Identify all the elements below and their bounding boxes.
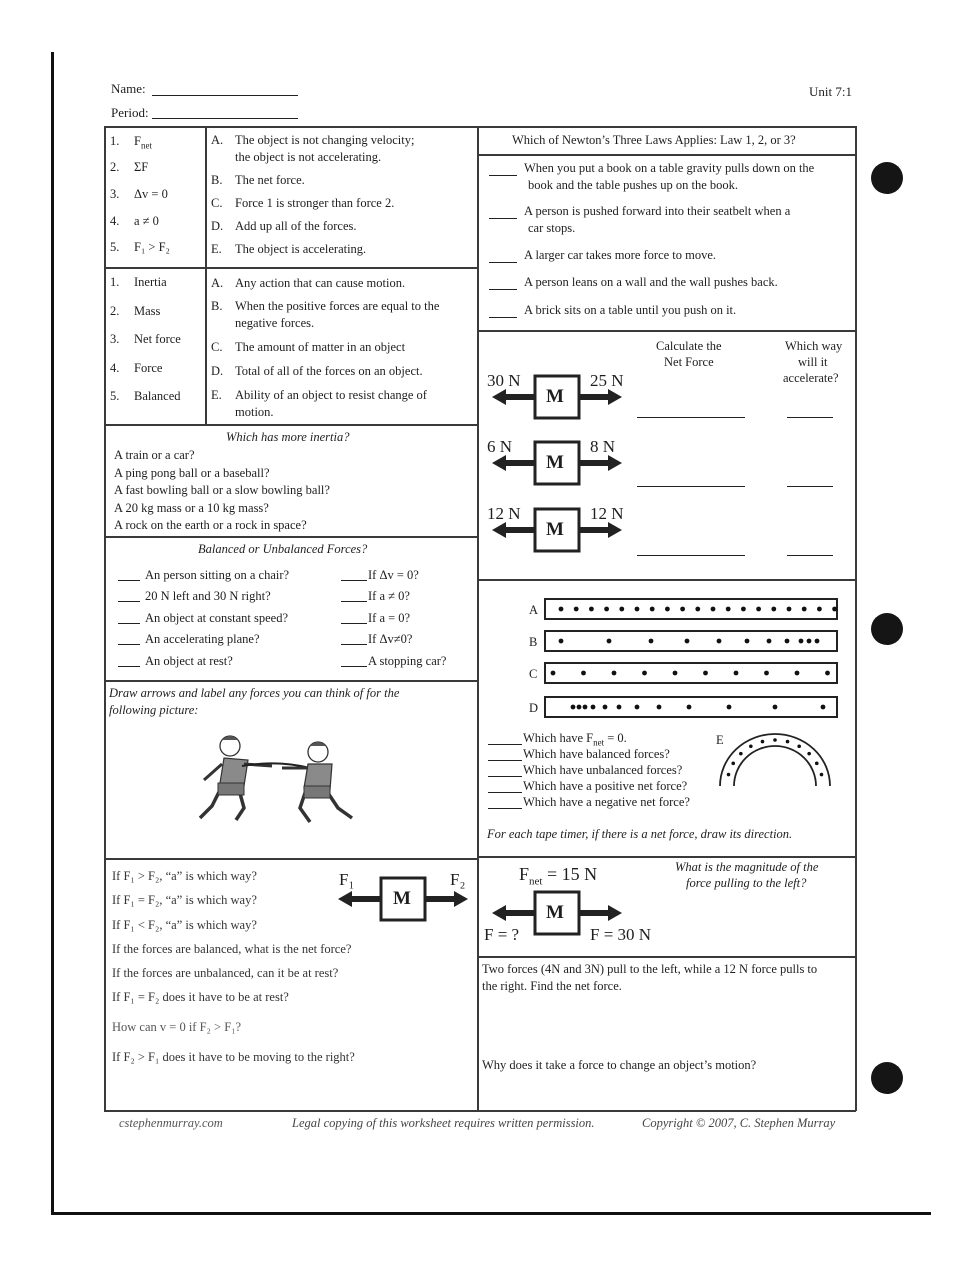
term2-2: Mass: [134, 304, 161, 318]
tape-dot: [745, 639, 750, 644]
row2-right-force: 8 N: [590, 437, 616, 456]
newton-item-1-line2: book and the table pushes up on the book.: [528, 178, 739, 192]
tape-dot: [680, 607, 685, 612]
def2-c-letter: C.: [211, 340, 223, 354]
tape-dot: [574, 607, 579, 612]
tape-dot: [773, 705, 778, 710]
tape-q1-tail: = 0.: [604, 731, 627, 745]
tape-dot: [727, 705, 732, 710]
draw-instruction-line2: following picture:: [109, 703, 199, 717]
f1f2-q5: If the forces are unbalanced, can it be at rest?: [112, 966, 339, 980]
tape-label-a: A: [529, 603, 539, 617]
row3-left-force: 12 N: [487, 504, 521, 523]
newton-blank-4[interactable]: [489, 289, 517, 290]
tape-dot: [642, 671, 647, 676]
tape-dot: [577, 705, 582, 710]
tape-dot: [581, 671, 586, 676]
name-label: Name:: [111, 81, 146, 96]
tape-dot: [617, 705, 622, 710]
row3-mass-label: M: [546, 519, 564, 540]
term-1-sub: net: [140, 140, 152, 151]
inertia-title: Which has more inertia?: [226, 430, 350, 444]
newton-blank-5[interactable]: [489, 317, 517, 318]
term-1: [134, 134, 152, 151]
row2-direction-answer[interactable]: [787, 486, 833, 487]
tape-dot: [650, 607, 655, 612]
f1f2-q1: If F₁ > F₂, “a” is which way?: [112, 869, 257, 883]
def2-d-line1: Total of all of the forces on an object.: [235, 364, 423, 378]
f1f2-q6: If F₁ = F₂ does it have to be at rest?: [112, 990, 289, 1004]
newton-title: Which of Newton’s Three Laws Applies: Law 1, 2, or 3?: [512, 133, 796, 147]
def2-b-line2: negative forces.: [235, 316, 315, 330]
term2-1-num: 1.: [110, 275, 120, 289]
tape-label-b: B: [529, 635, 538, 649]
inertia-item-4: A 20 kg mass or a 10 kg mass?: [114, 501, 269, 515]
term2-1: Inertia: [134, 275, 167, 289]
row2-net-force-answer[interactable]: [637, 486, 745, 487]
arc-dot: [739, 752, 743, 756]
row1-net-force-answer[interactable]: [637, 417, 745, 418]
balanced-blank-l5[interactable]: [118, 666, 140, 667]
def2-d-letter: D.: [211, 364, 224, 378]
tape-dot: [603, 705, 608, 710]
def-d-line1: Add up all of the forces.: [235, 219, 357, 233]
tape-dot: [832, 607, 837, 612]
balanced-blank-r5[interactable]: [341, 666, 367, 667]
tape-q1-text: Which have F: [523, 731, 594, 745]
row1-direction-answer[interactable]: [787, 417, 833, 418]
balanced-left-4: An accelerating plane?: [145, 632, 260, 646]
def-a-line1: The object is not changing velocity;: [235, 133, 415, 147]
balanced-left-5: An object at rest?: [145, 654, 233, 668]
tape-dot: [591, 705, 596, 710]
tape-dot: [799, 639, 804, 644]
tape-q5: Which have a negative net force?: [523, 795, 690, 809]
term-4-num: 4.: [110, 214, 120, 228]
tape-dot: [583, 705, 588, 710]
tape-dot: [649, 639, 654, 644]
f1f2-q3: If F₁ < F₂, “a” is which way?: [112, 918, 257, 932]
tape-dot: [785, 639, 790, 644]
row3-direction-answer[interactable]: [787, 555, 833, 556]
row2-left-force: 6 N: [487, 437, 513, 456]
term2-5: Balanced: [134, 389, 181, 403]
magnitude-f-left: F = ?: [484, 925, 520, 944]
tape-dot: [604, 607, 609, 612]
fnet-label: [519, 864, 597, 888]
balanced-blank-l1[interactable]: [118, 580, 140, 581]
arc-dot: [731, 762, 735, 766]
tape-label-d: D: [529, 701, 539, 715]
arc-dot: [773, 738, 777, 742]
tape-dot: [665, 607, 670, 612]
calc-header-line2: Net Force: [664, 355, 714, 369]
newton-item-2-line2: car stops.: [528, 221, 576, 235]
row3-right-force: 12 N: [590, 504, 624, 523]
newton-blank-3[interactable]: [489, 262, 517, 263]
term2-4-num: 4.: [110, 361, 120, 375]
f1f2-mass-label: M: [393, 888, 411, 909]
row3-net-force-answer[interactable]: [637, 555, 745, 556]
tape-dot: [802, 607, 807, 612]
newton-item-4-line1: A person leans on a wall and the wall pushes back.: [524, 275, 778, 289]
tape-strip-d: [545, 697, 837, 717]
tape-strip-a: [545, 599, 837, 619]
term2-4: Force: [134, 361, 163, 375]
balanced-right-4: If Δv≠0?: [368, 632, 413, 646]
def-e-line1: The object is accelerating.: [235, 242, 367, 256]
tape-dot: [741, 607, 746, 612]
tape-dot: [767, 639, 772, 644]
tape-timer-arc-e: [712, 724, 838, 790]
tape-dot: [607, 639, 612, 644]
newton-blank-2[interactable]: [489, 218, 517, 219]
accel-header-line2: will it: [798, 355, 828, 369]
row1-left-force: 30 N: [487, 371, 521, 390]
footer-copyright: Copyright © 2007, C. Stephen Murray: [642, 1116, 836, 1130]
term2-3: Net force: [134, 332, 181, 346]
tape-dot: [559, 607, 564, 612]
magnitude-question-line2: force pulling to the left?: [686, 876, 807, 890]
tape-dot: [815, 639, 820, 644]
term-1-text: F: [134, 134, 141, 148]
balanced-blank-r1[interactable]: [341, 580, 367, 581]
tape-dot: [825, 671, 830, 676]
arc-dot: [820, 773, 824, 777]
unit-label: Unit 7:1: [809, 84, 852, 99]
tape-q3: Which have unbalanced forces?: [523, 763, 683, 777]
footer-legal: Legal copying of this worksheet requires written permission.: [292, 1116, 595, 1130]
term-5: F₁ > F₂: [134, 240, 170, 254]
balanced-blank-l3[interactable]: [118, 623, 140, 624]
tape-dot: [756, 607, 761, 612]
tape-dot: [711, 607, 716, 612]
tape-dot: [687, 705, 692, 710]
def2-c-line1: The amount of matter in an object: [235, 340, 406, 354]
tape-dot: [734, 671, 739, 676]
tug-of-war-illustration[interactable]: [192, 728, 362, 828]
accel-header-line3: accelerate?: [783, 371, 839, 385]
balanced-title: Balanced or Unbalanced Forces?: [198, 542, 368, 556]
balanced-left-2: 20 N left and 30 N right?: [145, 589, 271, 603]
magnitude-f-right: F = 30 N: [590, 925, 652, 944]
def2-b-line1: When the positive forces are equal to the: [235, 299, 440, 313]
balanced-right-2: If a ≠ 0?: [368, 589, 410, 603]
def-b-letter: B.: [211, 173, 223, 187]
newton-item-3-line1: A larger car takes more force to move.: [524, 248, 717, 262]
def-c-line1: Force 1 is stronger than force 2.: [235, 196, 395, 210]
def2-a-line1: Any action that can cause motion.: [235, 276, 406, 290]
inertia-item-5: A rock on the earth or a rock in space?: [114, 518, 307, 532]
inertia-item-2: A ping pong ball or a baseball?: [114, 466, 270, 480]
calc-header-line1: Calculate the: [656, 339, 722, 353]
tape-dot: [657, 705, 662, 710]
balanced-blank-r2[interactable]: [341, 601, 367, 602]
arc-dot: [727, 773, 731, 777]
tape-dot: [685, 639, 690, 644]
tape-strip-b: [545, 631, 837, 651]
term2-5-num: 5.: [110, 389, 120, 403]
inertia-item-3: A fast bowling ball or a slow bowling ball?: [114, 483, 330, 497]
def2-a-letter: A.: [211, 276, 224, 290]
row1-mass-label: M: [546, 386, 564, 407]
arc-dot: [797, 744, 801, 748]
tape-dot: [571, 705, 576, 710]
arc-dot: [786, 740, 790, 744]
tape-blank-1[interactable]: [488, 744, 522, 745]
tape-dot: [673, 671, 678, 676]
arc-dot: [815, 762, 819, 766]
balanced-right-3: If a = 0?: [368, 611, 411, 625]
tape-timer-strips: [543, 597, 843, 721]
draw-instruction-line1: Draw arrows and label any forces you can think of for the: [109, 686, 400, 700]
tape-dot: [821, 705, 826, 710]
tape-dot: [551, 671, 556, 676]
fnet-text: F: [519, 864, 530, 884]
f1f2-q8: If F₂ > F₁ does it have to be moving to the right?: [112, 1050, 355, 1064]
newton-item-1-line1: When you put a book on a table gravity pulls down on the: [524, 161, 815, 175]
def-c-letter: C.: [211, 196, 223, 210]
tape-strip-c: [545, 663, 837, 683]
f2-label: F₂: [450, 870, 466, 889]
balanced-blank-l2[interactable]: [118, 601, 140, 602]
balanced-blank-r3[interactable]: [341, 623, 367, 624]
tape-blank-3[interactable]: [488, 776, 522, 777]
def-e-letter: E.: [211, 242, 222, 256]
tape-dot: [807, 639, 812, 644]
term-4: a ≠ 0: [134, 214, 159, 228]
tape-label-e: E: [716, 733, 724, 747]
row2-mass-label: M: [546, 452, 564, 473]
def-a-line2: the object is not accelerating.: [235, 150, 382, 164]
tape-dot: [764, 671, 769, 676]
tape-q4: Which have a positive net force?: [523, 779, 688, 793]
balanced-right-5: A stopping car?: [368, 654, 447, 668]
tape-blank-5[interactable]: [488, 808, 522, 809]
tape-dot: [589, 607, 594, 612]
footer-site: cstephenmurray.com: [119, 1116, 223, 1130]
magnitude-question-line1: What is the magnitude of the: [675, 860, 819, 874]
balanced-left-3: An object at constant speed?: [145, 611, 289, 625]
tape-blank-2[interactable]: [488, 760, 522, 761]
def2-b-letter: B.: [211, 299, 223, 313]
arc-dot: [749, 744, 753, 748]
tape-q1: [523, 731, 627, 748]
newton-item-2-line1: A person is pushed forward into their seatbelt when a: [524, 204, 791, 218]
term2-2-num: 2.: [110, 304, 120, 318]
f1f2-q4: If the forces are balanced, what is the net force?: [112, 942, 352, 956]
tape-label-c: C: [529, 667, 538, 681]
term-5-num: 5.: [110, 240, 120, 254]
tape-dot: [635, 607, 640, 612]
def-b-line1: The net force.: [235, 173, 305, 187]
magnitude-mass-label: M: [546, 902, 564, 923]
def2-e-letter: E.: [211, 388, 222, 402]
two-forces-line1: Two forces (4N and 3N) pull to the left, while a 12 N force pulls to: [482, 962, 818, 976]
balanced-left-1: An person sitting on a chair?: [145, 568, 290, 582]
term-3-num: 3.: [110, 187, 120, 201]
arc-dot: [761, 740, 765, 744]
tape-dot: [817, 607, 822, 612]
fnet-value: = 15 N: [542, 864, 598, 884]
term-3: Δv = 0: [134, 187, 168, 201]
f1f2-q7: How can v = 0 if F₂ > F₁?: [112, 1020, 242, 1034]
arc-dot: [807, 752, 811, 756]
inertia-item-1: A train or a car?: [114, 448, 195, 462]
tape-dot: [703, 671, 708, 676]
tape-q1-sub: net: [593, 737, 605, 748]
accel-header-line1: Which way: [785, 339, 843, 353]
def2-e-line2: motion.: [235, 405, 274, 419]
term-1-num: 1.: [110, 134, 120, 148]
f1-label: F₁: [339, 870, 355, 889]
term-2-num: 2.: [110, 160, 120, 174]
term-2: ΣF: [134, 160, 149, 174]
newton-blank-1[interactable]: [489, 175, 517, 176]
balanced-right-1: If Δv = 0?: [368, 568, 419, 582]
def-a-letter: A.: [211, 133, 224, 147]
tape-dot: [771, 607, 776, 612]
tape-q2: Which have balanced forces?: [523, 747, 670, 761]
tape-dot: [695, 607, 700, 612]
tape-dot: [612, 671, 617, 676]
tape-dot: [635, 705, 640, 710]
balanced-blank-r4[interactable]: [341, 644, 367, 645]
period-label: Period:: [111, 105, 149, 120]
newton-item-5-line1: A brick sits on a table until you push on it.: [524, 303, 737, 317]
f1f2-q2: If F₁ = F₂, “a” is which way?: [112, 893, 257, 907]
row1-right-force: 25 N: [590, 371, 624, 390]
why-force-question: Why does it take a force to change an object’s motion?: [482, 1058, 757, 1072]
tape-dot: [787, 607, 792, 612]
tape-dot: [559, 639, 564, 644]
def-d-letter: D.: [211, 219, 224, 233]
two-forces-line2: the right. Find the net force.: [482, 979, 622, 993]
tape-blank-4[interactable]: [488, 792, 522, 793]
tape-dot: [619, 607, 624, 612]
tape-dot: [726, 607, 731, 612]
tape-dot: [717, 639, 722, 644]
tape-footer-instruction: For each tape timer, if there is a net force, draw its direction.: [487, 827, 793, 841]
term2-3-num: 3.: [110, 332, 120, 346]
def2-e-line1: Ability of an object to resist change of: [235, 388, 427, 402]
balanced-blank-l4[interactable]: [118, 644, 140, 645]
fnet-sub: net: [529, 875, 543, 888]
tape-dot: [795, 671, 800, 676]
